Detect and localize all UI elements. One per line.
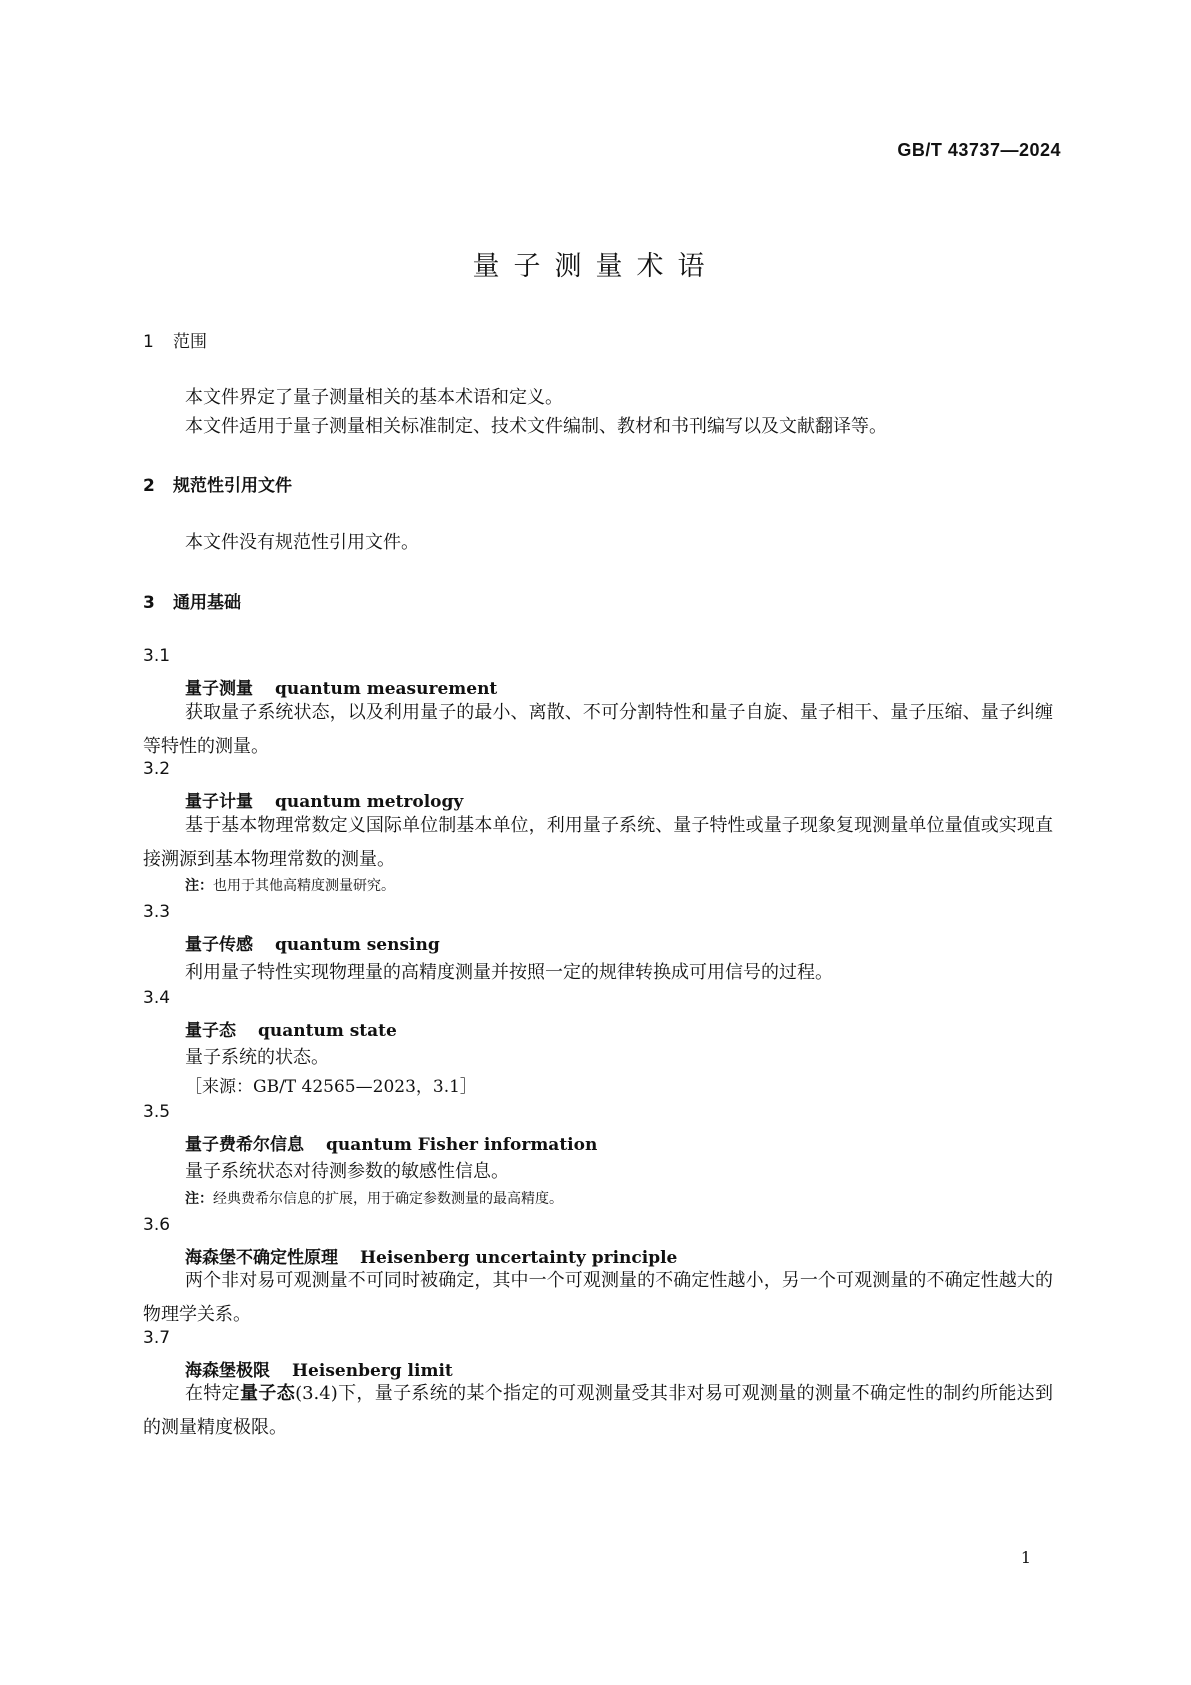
clause-3-4-number: 3.4 (143, 988, 171, 1008)
term-3-7-definition (143, 1377, 1053, 1445)
term-3-4 (185, 1016, 397, 1041)
term-en: quantum measurement (275, 679, 498, 699)
term-reference-number: (3.4) (295, 1383, 338, 1404)
term-3-2-note (185, 875, 395, 895)
section-3-heading (143, 588, 241, 613)
section-2-heading (143, 471, 292, 496)
note-label: 注： (185, 878, 213, 894)
term-3-3-definition: 利用量子特性实现物理量的高精度测量并按照一定的规律转换成可用信号的过程。 (185, 962, 833, 983)
definition-text: 下，量子系统的某个指定的可观测量受其非对易可观测量的测量不确定性的制约所能达到的测量精度极限。 (143, 1383, 1054, 1438)
term-zh: 量子态 (185, 1021, 236, 1041)
term-zh: 海森堡不确定性原理 (185, 1248, 338, 1268)
scope-paragraph-1: 本文件界定了量子测量相关的基本术语和定义。 (185, 387, 563, 408)
term-en: quantum state (258, 1021, 397, 1041)
term-3-6-definition: 两个非对易可观测量不可同时被确定，其中一个可观测量的不确定性越小，另一个可观测量的不确定性越大的物理学关系。 (143, 1270, 1053, 1325)
clause-3-3-number: 3.3 (143, 902, 171, 922)
clause-3-6-number: 3.6 (143, 1215, 171, 1235)
page-number: 1 (1020, 1548, 1031, 1567)
section-title: 通用基础 (173, 593, 241, 613)
clause-3-5-number: 3.5 (143, 1102, 171, 1122)
term-3-3 (185, 930, 440, 955)
term-3-5-note (185, 1188, 563, 1208)
section-1-heading (143, 327, 207, 352)
section-title: 规范性引用文件 (173, 476, 292, 496)
normative-ref-paragraph: 本文件没有规范性引用文件。 (185, 532, 419, 553)
section-number: 2 (143, 476, 155, 496)
term-zh: 量子计量 (185, 792, 253, 812)
document-title: 量子测量术语 (472, 251, 719, 282)
standard-number: GB/T 43737—2024 (897, 140, 1061, 160)
term-3-2-definition: 基于基本物理常数定义国际单位制基本单位，利用量子系统、量子特性或量子现象复现测量单位量值或实现直接溯源到基本物理常数的测量。 (143, 815, 1053, 870)
term-3-4-definition: 量子系统的状态。 (185, 1047, 329, 1068)
definition-text: 在特定 (185, 1383, 241, 1404)
term-en: quantum metrology (275, 792, 464, 812)
term-3-5-definition: 量子系统状态对待测参数的敏感性信息。 (185, 1161, 509, 1182)
term-zh: 海森堡极限 (185, 1361, 270, 1381)
term-en: Heisenberg uncertainty principle (360, 1248, 678, 1268)
section-number: 1 (143, 332, 154, 352)
note-label: 注： (185, 1191, 213, 1207)
term-zh: 量子测量 (185, 679, 253, 699)
term-3-1-definition: 获取量子系统状态，以及利用量子的最小、离散、不可分割特性和量子自旋、量子相干、量子压缩、量子纠缠等特性的测量。 (143, 702, 1053, 757)
term-en: Heisenberg limit (292, 1361, 453, 1381)
scope-paragraph-2: 本文件适用于量子测量相关标准制定、技术文件编制、教材和书刊编写以及文献翻译等。 (185, 416, 887, 437)
clause-3-7-number: 3.7 (143, 1328, 171, 1348)
term-en: quantum sensing (275, 935, 440, 955)
section-number: 3 (143, 593, 155, 613)
note-text: 也用于其他高精度测量研究。 (213, 878, 395, 894)
clause-3-2-number: 3.2 (143, 759, 171, 779)
term-reference-link: 量子态 (240, 1383, 296, 1404)
term-3-4-source: ［来源：GB/T 42565—2023，3.1］ (185, 1077, 477, 1097)
term-zh: 量子传感 (185, 935, 253, 955)
term-zh: 量子费希尔信息 (185, 1135, 304, 1155)
term-3-5 (185, 1130, 597, 1155)
note-text: 经典费希尔信息的扩展，用于确定参数测量的最高精度。 (213, 1191, 563, 1207)
clause-3-1-number: 3.1 (143, 646, 171, 666)
term-en: quantum Fisher information (326, 1135, 598, 1155)
section-title: 范围 (173, 332, 207, 352)
